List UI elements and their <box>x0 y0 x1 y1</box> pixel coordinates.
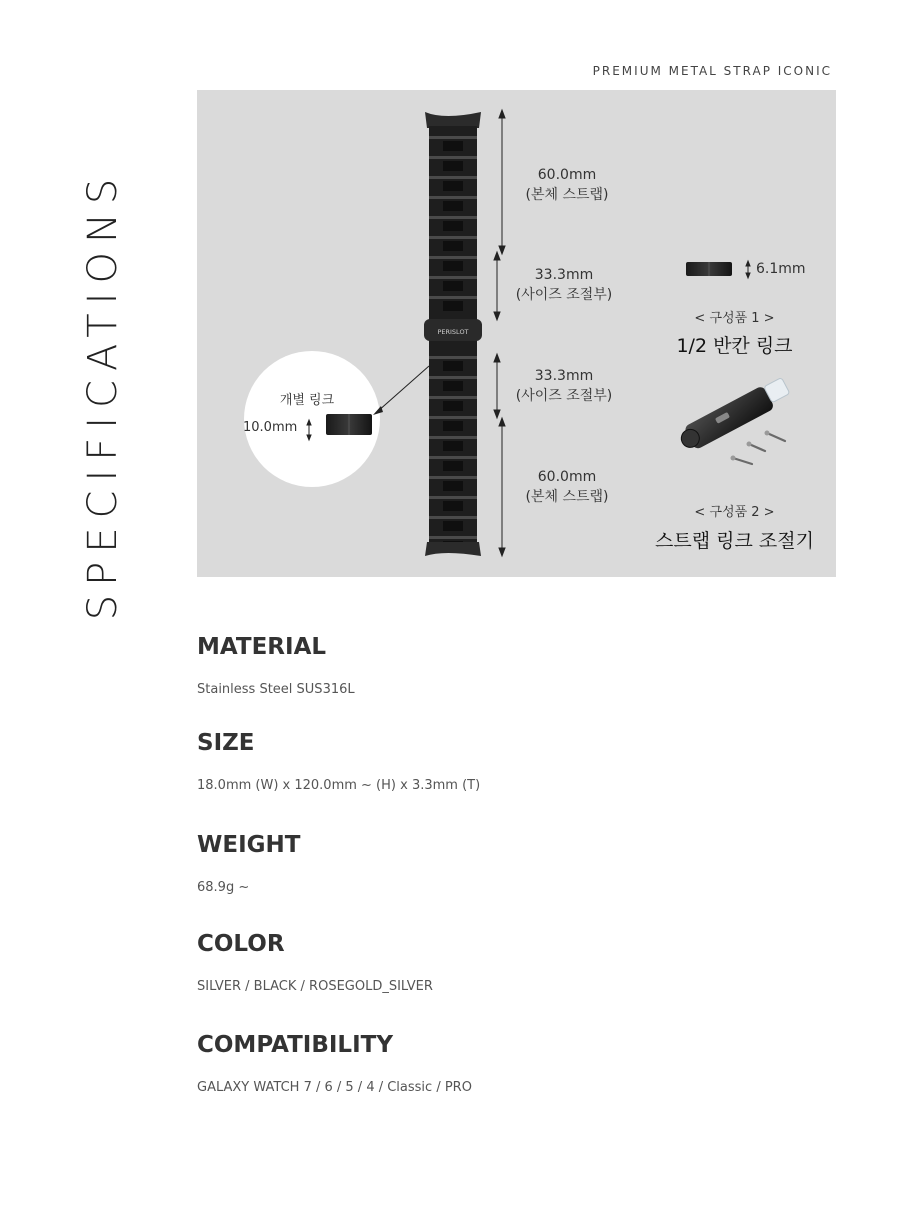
strap-top-lug <box>425 112 481 128</box>
magnifier-pointer-line <box>377 366 429 412</box>
strap-link-seam <box>429 196 477 199</box>
strap-link-seam <box>429 396 477 399</box>
spec-diagram-panel <box>197 90 836 577</box>
dimension-caption-3: (사이즈 조절부) <box>515 388 613 404</box>
tool-pin-heads <box>731 431 770 461</box>
component-2-name: 스트랩 링크 조절기 <box>655 530 814 552</box>
dimension-label-4 <box>517 467 617 507</box>
strap-link-seam <box>429 536 477 539</box>
dimension-value-3: 33.3mm <box>534 368 594 384</box>
dimension-caption-4: (본체 스트랩) <box>525 489 609 505</box>
strap-link-seam <box>429 376 477 379</box>
dimension-value-4: 60.0mm <box>537 469 597 485</box>
strap-link-center <box>443 261 463 271</box>
spec-value: GALAXY WATCH 7 / 6 / 5 / 4 / Classic / PRO <box>197 1080 472 1095</box>
component-1-tag: < 구성품 1 > <box>694 311 775 326</box>
dimension-caption-1: (본체 스트랩) <box>525 187 609 203</box>
component-1-name: 1/2 반칸 링크 <box>676 335 793 357</box>
individual-link-size: 10.0mm <box>243 420 298 435</box>
strap-brand-logo: PERISLOT <box>437 328 469 336</box>
strap-link-seam <box>429 416 477 419</box>
spec-heading: COLOR <box>197 931 285 957</box>
strap-link-seam <box>429 296 477 299</box>
dimension-label-1 <box>517 165 617 205</box>
strap-link-seam <box>429 216 477 219</box>
strap-link-center <box>443 421 463 431</box>
strap-link-center <box>443 181 463 191</box>
strap-link-seam <box>429 516 477 519</box>
dimension-caption-2: (사이즈 조절부) <box>515 287 613 303</box>
strap-link-seam <box>429 256 477 259</box>
spec-value: SILVER / BLACK / ROSEGOLD_SILVER <box>197 979 433 994</box>
half-link-size: 6.1mm <box>756 261 806 277</box>
spec-heading: MATERIAL <box>197 634 327 660</box>
strap-link-center <box>443 401 463 411</box>
dimension-value-2: 33.3mm <box>534 267 594 283</box>
spec-compatibility <box>197 1032 472 1095</box>
strap-link-center <box>443 241 463 251</box>
strap-link-seam <box>429 176 477 179</box>
strap-link-seam <box>429 476 477 479</box>
spec-value: Stainless Steel SUS316L <box>197 682 355 697</box>
strap-link-center <box>443 281 463 291</box>
strap-link-seam <box>429 496 477 499</box>
individual-link-title: 개별 링크 <box>279 393 335 408</box>
spec-color <box>197 931 433 994</box>
strap-link-center <box>443 301 463 311</box>
spec-weight <box>197 832 300 895</box>
spec-heading: SIZE <box>197 730 255 756</box>
link-adjuster-tool-icon <box>676 376 792 454</box>
strap-link-center <box>443 441 463 451</box>
dimension-label-2 <box>509 265 619 305</box>
spec-value: 18.0mm (W) x 120.0mm ~ (H) x 3.3mm (T) <box>197 778 481 793</box>
strap-link-seam <box>429 236 477 239</box>
strap-link-center <box>443 201 463 211</box>
spec-heading: WEIGHT <box>197 832 301 858</box>
strap-link-center <box>443 481 463 491</box>
spec-size <box>197 730 480 793</box>
strap-link-center <box>443 501 463 511</box>
strap-link-center <box>443 361 463 371</box>
dimension-label-3 <box>509 366 619 406</box>
strap-link-center <box>443 461 463 471</box>
strap-link-center <box>443 521 463 531</box>
strap-link-seam <box>429 436 477 439</box>
strap-link-center <box>443 381 463 391</box>
strap-link-center <box>443 141 463 151</box>
spec-value: 68.9g ~ <box>197 880 250 895</box>
strap-link-center <box>443 221 463 231</box>
strap-bottom-lug <box>425 542 481 556</box>
spec-material <box>197 634 355 697</box>
spec-heading: COMPATIBILITY <box>197 1032 393 1058</box>
strap-link-seam <box>429 156 477 159</box>
header-tagline: PREMIUM METAL STRAP ICONIC <box>592 64 832 78</box>
dimension-value-1: 60.0mm <box>537 167 597 183</box>
tool-pins-icon <box>733 433 785 464</box>
strap-link-seam <box>429 136 477 139</box>
strap-link-seam <box>429 456 477 459</box>
component-2-tag: < 구성품 2 > <box>694 505 775 520</box>
strap-link-center <box>443 161 463 171</box>
dimension-arrows <box>494 110 505 556</box>
side-title-specifications: SPECIFICATIONS <box>80 169 126 621</box>
strap-link-seam <box>429 276 477 279</box>
strap-link-seam <box>429 356 477 359</box>
